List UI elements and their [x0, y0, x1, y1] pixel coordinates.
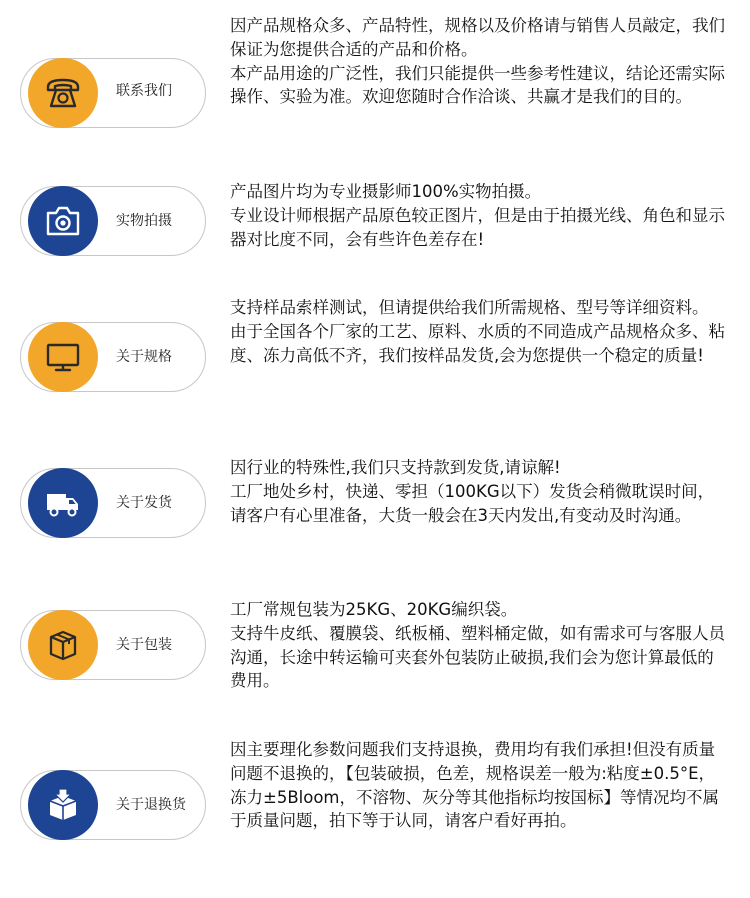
- section-label: 联系我们: [116, 83, 172, 99]
- icon-circle: [28, 468, 98, 538]
- section-label: 实物拍摄: [116, 213, 172, 229]
- paragraph: 工厂常规包装为25KG、20KG编织袋。: [230, 600, 518, 619]
- paragraph: 支持样品索样测试，但请提供给我们所需规格、型号等详细资料。: [230, 298, 709, 317]
- paragraph: 由于全国各个厂家的工艺、原料、水质的不同造成产品规格众多、粘度、冻力高低不齐，我们按样品发货,会为您提供一个稳定的质量!: [230, 321, 725, 365]
- icon-circle: [28, 186, 98, 256]
- return-box-icon: [43, 785, 83, 825]
- phone-icon: [43, 73, 83, 113]
- camera-icon: [43, 201, 83, 241]
- icon-circle: [28, 610, 98, 680]
- icon-circle: [28, 322, 98, 392]
- section-label: 关于发货: [116, 495, 172, 511]
- section-label: 关于规格: [116, 349, 172, 365]
- icon-circle: [28, 58, 98, 128]
- paragraph: 产品图片均为专业摄影师100%实物拍摄。: [230, 182, 542, 201]
- section-text: [230, 456, 730, 527]
- section-text: [230, 738, 730, 833]
- icon-circle: [28, 770, 98, 840]
- paragraph: 本产品用途的广泛性，我们只能提供一些参考性建议，结论还需实际操作、实验为准。欢迎您随时合作洽谈、共赢才是我们的目的。: [230, 63, 725, 107]
- section-label: 关于包装: [116, 637, 172, 653]
- paragraph: 因主要理化参数问题我们支持退换，费用均有我们承担!但没有质量问题不退换的，【包装破损，色差，规格误差一般为:粘度±0.5°E，冻力±5Bloom，不溶物、灰分等其他指标均按国标】等情况均不属于质量问题，拍下等于认同，请客户看好再拍。: [230, 740, 719, 831]
- package-icon: [43, 625, 83, 665]
- paragraph: 因行业的特殊性,我们只支持款到发货,请谅解!: [230, 458, 561, 477]
- section-text: [230, 180, 730, 251]
- paragraph: 专业设计师根据产品原色较正图片，但是由于拍摄光线、角色和显示器对比度不同，会有些许色差存在!: [230, 205, 725, 249]
- paragraph: 支持牛皮纸、覆膜袋、纸板桶、塑料桶定做，如有需求可与客服人员沟通，长途中转运输可夹套外包装防止破损,我们会为您计算最低的费用。: [230, 623, 725, 691]
- truck-icon: [43, 483, 83, 523]
- section-text: [230, 14, 730, 109]
- paragraph: 工厂地处乡村，快递、零担（100KG以下）发货会稍微耽误时间，请客户有心里准备，大货一般会在3天内发出,有变动及时沟通。: [230, 481, 715, 525]
- monitor-icon: [43, 337, 83, 377]
- section-text: [230, 598, 730, 693]
- paragraph: 因产品规格众多、产品特性，规格以及价格请与销售人员敲定，我们保证为您提供合适的产品和价格。: [230, 16, 725, 59]
- section-label: 关于退换货: [116, 797, 186, 813]
- section-text: [230, 296, 730, 367]
